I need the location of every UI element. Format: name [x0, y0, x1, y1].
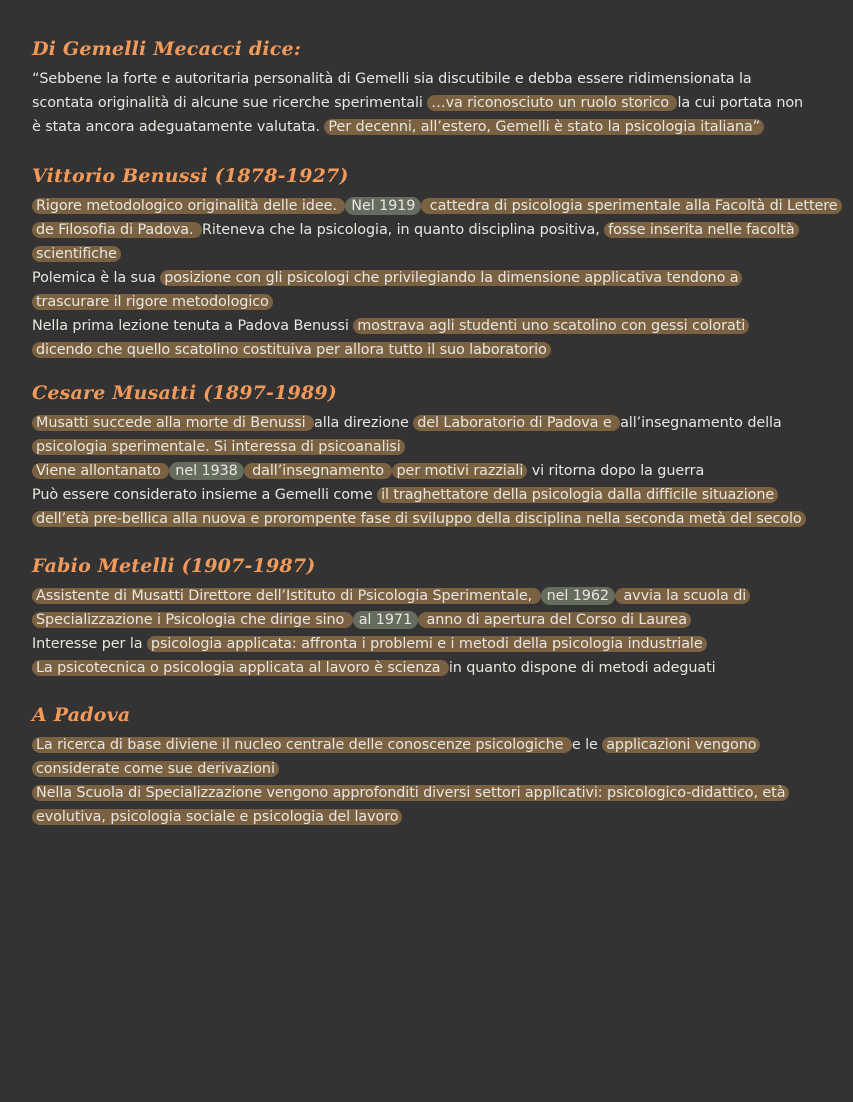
- body-text: in quanto dispone di metodi adeguati: [448, 660, 716, 676]
- section-vittorio-benussi: [32, 164, 838, 362]
- highlighted-text: per motivi razziali: [392, 463, 527, 479]
- highlighted-date: nel 1938: [169, 462, 243, 480]
- body-text: è stata ancora adeguatamente valutata.: [32, 119, 325, 135]
- highlighted-text: psicologia sperimentale. Si interessa di psicoanalisi: [32, 439, 405, 455]
- text-line: [32, 115, 822, 139]
- section-a-padova: [32, 703, 822, 829]
- body-text: Può essere considerato insieme a Gemelli come: [32, 487, 378, 503]
- body-text: “Sebbene la forte e autoritaria personalità di Gemelli sia discutibile e debba essere ridimensionata la: [32, 71, 752, 87]
- highlighted-text: Per decenni, all’estero, Gemelli è stato la psicologia italiana”: [324, 119, 764, 135]
- text-line: [32, 411, 822, 435]
- text-line: [32, 584, 822, 608]
- highlighted-text: Assistente di Musatti Direttore dell’Istituto di Psicologia Sperimentale,: [32, 588, 541, 604]
- highlighted-text: cattedra di psicologia sperimentale alla Facoltà di Lettere: [421, 198, 841, 214]
- section-fabio-metelli: [32, 554, 822, 680]
- text-line: [32, 435, 822, 459]
- highlighted-text: del Laboratorio di Padova e: [413, 415, 620, 431]
- text-line: [32, 459, 822, 483]
- section-body: [32, 584, 822, 680]
- highlighted-text: dell’età pre-bellica alla nuova e prorompente fase di sviluppo della disciplina nella seconda metà del secolo: [32, 511, 806, 527]
- text-line: [32, 507, 822, 531]
- highlighted-text: de Filosofia di Padova.: [32, 222, 202, 238]
- highlighted-text: dall’insegnamento: [244, 463, 393, 479]
- highlighted-text: La ricerca di base diviene il nucleo centrale delle conoscenze psicologiche: [32, 737, 572, 753]
- highlighted-text: Nella Scuola di Specializzazione vengono approfonditi diversi settori applicativi: psicologico-didattico, età: [32, 785, 789, 801]
- section-heading: A Padova: [32, 704, 131, 726]
- highlighted-date: nel 1962: [541, 587, 615, 605]
- text-line: [32, 608, 822, 632]
- text-line: [32, 656, 822, 680]
- highlighted-text: considerate come sue derivazioni: [32, 761, 279, 777]
- body-text: scontata originalità di alcune sue ricerche sperimentali: [32, 95, 428, 111]
- section-heading: Di Gemelli Mecacci dice:: [32, 38, 302, 60]
- body-text: all’insegnamento della: [620, 415, 782, 431]
- body-text: alla direzione: [314, 415, 414, 431]
- text-line: [32, 218, 822, 242]
- text-line: [32, 805, 822, 829]
- text-line: [32, 632, 822, 656]
- text-line: [32, 757, 822, 781]
- text-line: [32, 242, 822, 266]
- highlighted-text: La psicotecnica o psicologia applicata al lavoro è scienza: [32, 660, 449, 676]
- highlighted-date: al 1971: [353, 611, 418, 629]
- highlighted-text: Viene allontanato: [32, 463, 169, 479]
- section-heading: Vittorio Benussi (1878-1927): [32, 165, 349, 187]
- highlighted-text: …va riconosciuto un ruolo storico: [427, 95, 677, 111]
- section-heading: Fabio Metelli (1907-1987): [32, 555, 316, 577]
- text-line: [32, 338, 822, 362]
- text-line: [32, 483, 822, 507]
- highlighted-text: Musatti succede alla morte di Benussi: [32, 415, 314, 431]
- body-text: Interesse per la: [32, 636, 147, 652]
- text-line: [32, 290, 822, 314]
- highlighted-text: anno di apertura del Corso di Laurea: [418, 612, 691, 628]
- highlighted-text: dicendo che quello scatolino costituiva per allora tutto il suo laboratorio: [32, 342, 551, 358]
- text-line: [32, 314, 822, 338]
- text-line: [32, 194, 838, 218]
- highlighted-text: mostrava agli studenti uno scatolino con gessi colorati: [353, 318, 749, 334]
- highlighted-text: Specializzazione i Psicologia che dirige sino: [32, 612, 353, 628]
- section-body: [32, 411, 822, 531]
- body-text: la cui portata non: [677, 95, 804, 111]
- highlighted-text: posizione con gli psicologi che privilegiando la dimensione applicativa tendono a: [160, 270, 742, 286]
- body-text: e le: [571, 737, 603, 753]
- body-text: Polemica è la sua: [32, 270, 161, 286]
- highlighted-text: fosse inserita nelle facoltà: [604, 222, 798, 238]
- body-text: Riteneva che la psicologia, in quanto disciplina positiva,: [201, 222, 605, 238]
- highlighted-text: scientifiche: [32, 246, 121, 262]
- section-body: [32, 67, 822, 139]
- highlighted-text: psicologia applicata: affronta i problemi e i metodi della psicologia industriale: [147, 636, 707, 652]
- section-body: [32, 194, 838, 362]
- text-line: [32, 733, 822, 757]
- text-line: [32, 91, 822, 115]
- highlighted-text: il traghettatore della psicologia dalla difficile situazione: [377, 487, 778, 503]
- highlighted-text: trascurare il rigore metodologico: [32, 294, 273, 310]
- section-gemelli-mecacci: [32, 37, 822, 139]
- highlighted-text: applicazioni vengono: [602, 737, 760, 753]
- section-body: [32, 733, 822, 829]
- text-line: [32, 67, 822, 91]
- section-cesare-musatti: [32, 381, 822, 531]
- highlighted-text: avvia la scuola di: [615, 588, 750, 604]
- highlighted-text: Rigore metodologico originalità delle idee.: [32, 198, 345, 214]
- body-text: Nella prima lezione tenuta a Padova Benussi: [32, 318, 354, 334]
- section-heading: Cesare Musatti (1897-1989): [32, 382, 337, 404]
- text-line: [32, 266, 822, 290]
- body-text: vi ritorna dopo la guerra: [527, 463, 705, 479]
- highlighted-date: Nel 1919: [345, 197, 421, 215]
- highlighted-text: evolutiva, psicologia sociale e psicologia del lavoro: [32, 809, 402, 825]
- text-line: [32, 781, 822, 805]
